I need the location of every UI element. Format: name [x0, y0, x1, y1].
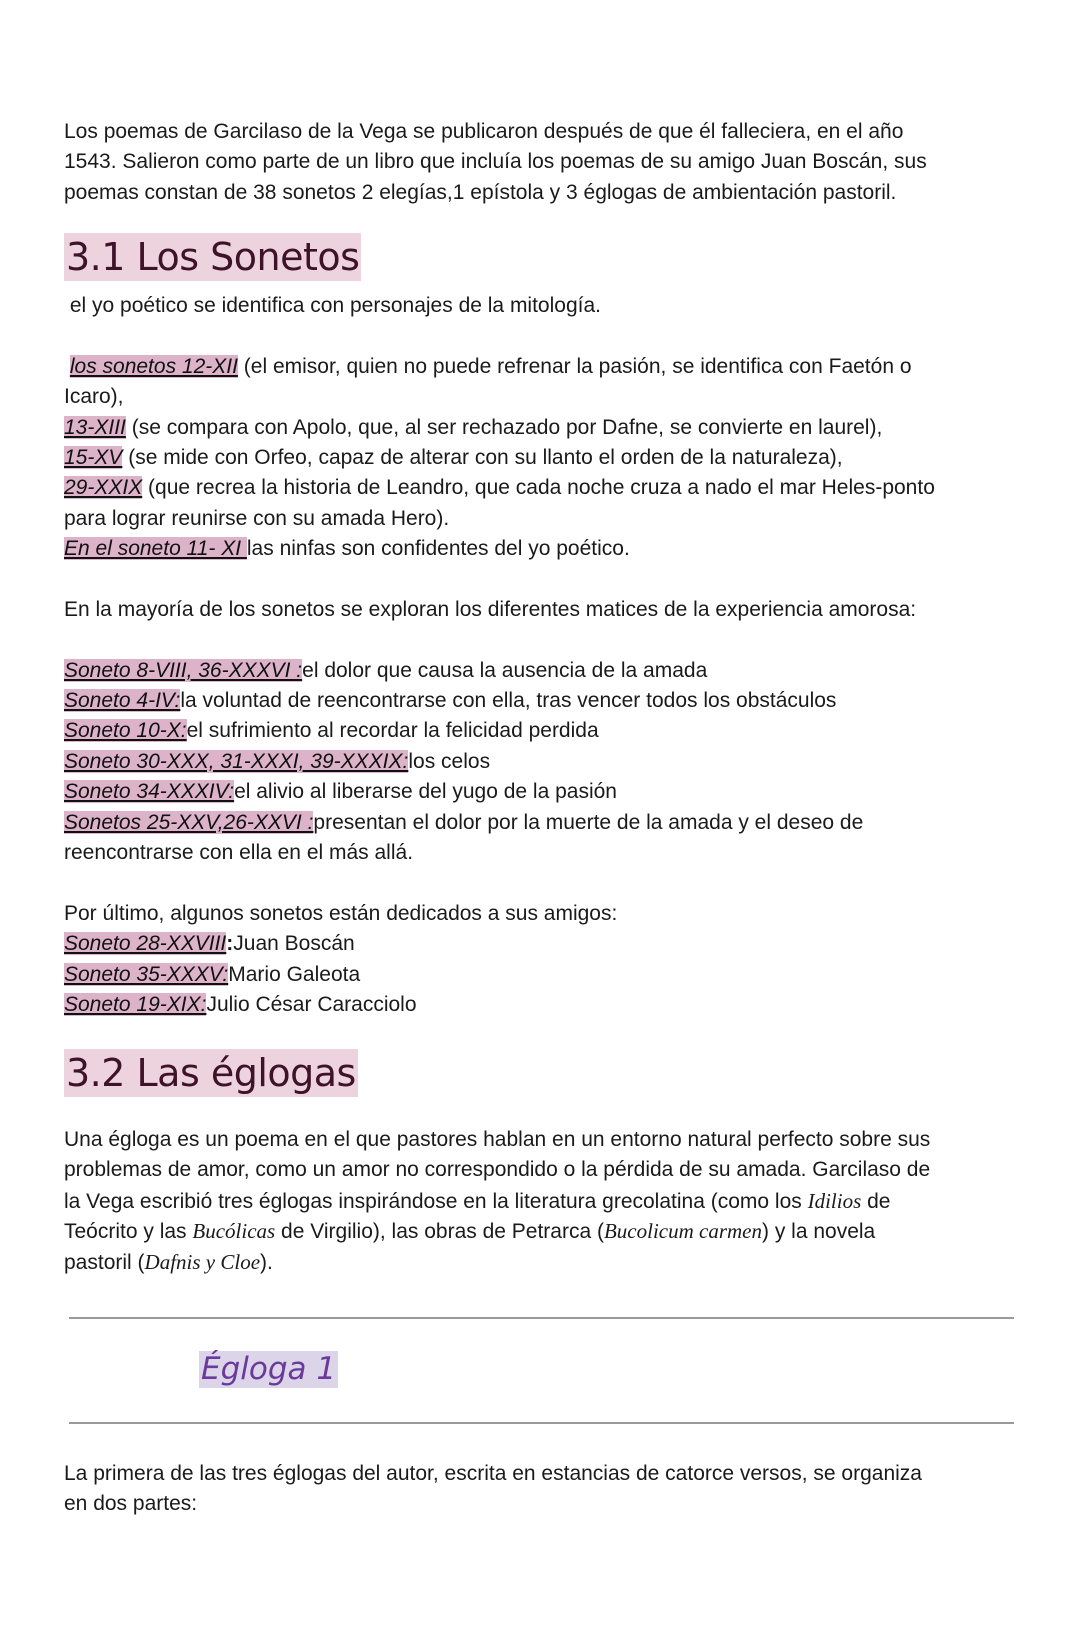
text: de Virgilio), las obras de Petrarca ( [275, 1220, 604, 1244]
text: pastoril ( [64, 1250, 145, 1274]
text: Julio César Caracciolo [206, 992, 417, 1016]
text: el dolor que causa la ausencia de la amada [302, 658, 708, 682]
soneto-link[interactable]: Soneto 19-XIX: [64, 992, 207, 1016]
work-title: Bucolicum carmen [603, 1219, 763, 1244]
heading-eglogas: 3.2 Las églogas [66, 1051, 356, 1095]
divider [69, 1317, 1014, 1319]
text-line: para lograr reunirse con su amada Hero). [64, 506, 450, 530]
soneto-link[interactable]: los sonetos 12-XII [69, 354, 238, 378]
egloga1-paragraph [64, 1459, 1024, 1520]
soneto-link[interactable]: 15-XV [64, 445, 123, 469]
text: el alivio al liberarse del yugo de la pasión [234, 780, 617, 804]
text: (se mide con Orfeo, capaz de alterar con su llanto el orden de la naturaleza), [122, 445, 843, 469]
text: el sufrimiento al recordar la felicidad perdida [186, 719, 599, 743]
text: (el emisor, quien no puede refrenar la pasión, se identifica con Faetón o [237, 354, 912, 378]
soneto-link[interactable]: 13-XIII [64, 415, 126, 439]
soneto-link[interactable]: Soneto 34-XXXIV: [64, 780, 235, 804]
text: Juan Boscán [233, 932, 355, 956]
heading-sonetos: 3.1 Los Sonetos [66, 235, 360, 279]
text: presentan el dolor por la muerte de la amada y el deseo de [313, 810, 864, 834]
soneto-link[interactable]: Soneto 4-IV: [64, 689, 181, 713]
text: la voluntad de reencontrarse con ella, tras vencer todos los obstáculos [180, 689, 837, 713]
text: ). [260, 1250, 273, 1274]
love-intro: En la mayoría de los sonetos se exploran los diferentes matices de la experiencia amorosa: [64, 597, 917, 621]
soneto-link[interactable]: Soneto 35-XXXV: [64, 962, 229, 986]
text-line: problemas de amor, como un amor no correspondido o la pérdida de su amada. Garcilaso de [64, 1158, 931, 1182]
work-title: Dafnis y Cloe [144, 1249, 261, 1274]
text: Mario Galeota [228, 962, 361, 986]
intro-paragraph [64, 117, 1024, 208]
soneto-link[interactable]: 29-XXIX [64, 476, 143, 500]
sonetos-body [64, 291, 1024, 1020]
text: la Vega escribió tres églogas inspirándose en la literatura grecolatina (como los [64, 1189, 808, 1213]
friends-intro: Por último, algunos sonetos están dedicados a sus amigos: [64, 901, 618, 925]
divider [69, 1422, 1014, 1424]
text: ) y la novela [762, 1220, 876, 1244]
text: las ninfas son confidentes del yo poético. [246, 537, 630, 561]
text-line: Los poemas de Garcilaso de la Vega se publicaron después de que él falleciera, en el año [64, 120, 904, 143]
soneto-link[interactable]: Soneto 8-VIII, 36-XXXVI : [64, 658, 303, 682]
soneto-link[interactable]: Soneto 30-XXX, 31-XXXI, 39-XXXIX: [64, 749, 409, 773]
soneto-link[interactable]: Soneto 10-X: [64, 719, 187, 743]
work-title: Idilios [807, 1188, 862, 1213]
heading-egloga-1: Égloga 1 [201, 1351, 337, 1387]
text-line: poemas constan de 38 sonetos 2 elegías,1 epístola y 3 églogas de ambientación pastoril. [64, 180, 897, 204]
text-line: Una égloga es un poema en el que pastores hablan en un entorno natural perfecto sobre sus [64, 1128, 931, 1151]
text: Teócrito y las [64, 1220, 193, 1244]
text-line: en dos partes: [64, 1492, 198, 1516]
text-line: La primera de las tres églogas del autor, escrita en estancias de catorce versos, se organiza [64, 1462, 922, 1485]
text-line: reencontrarse con ella en el más allá. [64, 841, 414, 865]
text-line: 1543. Salieron como parte de un libro que incluía los poemas de su amigo Juan Boscán, sus [64, 150, 927, 174]
sonetos-lead: el yo poético se identifica con personajes de la mitología. [64, 294, 601, 317]
text: de [861, 1189, 891, 1213]
text-line: Icaro), [64, 385, 124, 409]
separator: : [226, 932, 234, 956]
text: (se compara con Apolo, que, al ser rechazado por Dafne, se convierte en laurel), [125, 415, 883, 439]
work-title: Bucólicas [192, 1219, 276, 1244]
eglogas-paragraph [64, 1125, 1024, 1277]
soneto-link[interactable]: Sonetos 25-XXV,26-XXVI : [64, 810, 314, 834]
soneto-link[interactable]: En el soneto 11- XI [64, 537, 247, 561]
text: (que recrea la historia de Leandro, que cada noche cruza a nado el mar Heles-ponto [142, 476, 935, 500]
text: los celos [408, 749, 491, 773]
soneto-link[interactable]: Soneto 28-XXVIII [64, 932, 227, 956]
